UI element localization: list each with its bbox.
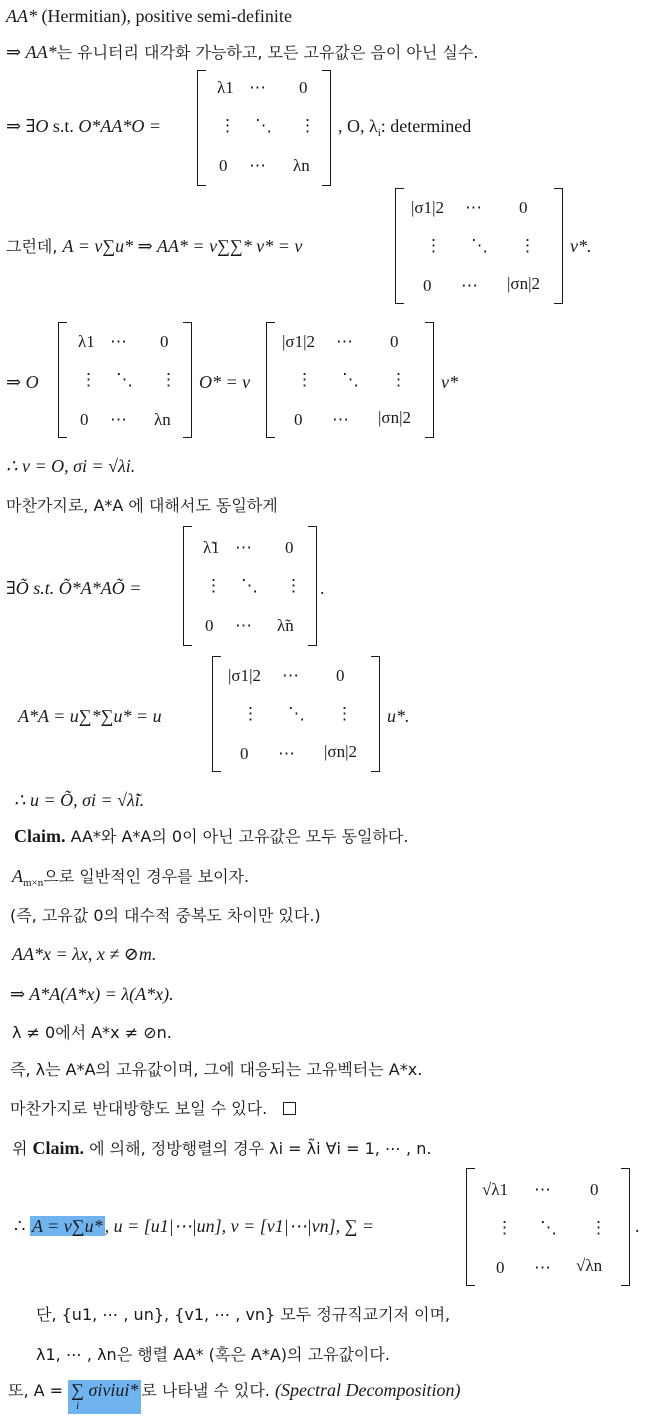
line-v-equals-O: ∴ v = O, σi = √λi. [6,456,136,476]
matrix-lambda: λ1 ⋯ 0 ⋮ ⋱ ⋮ 0 ⋯ λn [197,70,331,186]
matrix-sqrt-lambda: √λ1 ⋯ 0 ⋮ ⋱ ⋮ 0 ⋯ √λn [466,1168,630,1286]
line-svd-final-end: . [635,1216,640,1236]
line-exists-O-tilde-end: . [320,578,325,598]
line-multiplicity-note: (즉, 고유값 0의 대수적 중복도 차이만 있다.) [10,906,321,925]
line-similarly-AstarA: 마찬가지로, A*A 에 대해서도 동일하게 [6,496,278,515]
line-lambda-nonzero: λ ≠ 0에서 A*x ≠ ⊘n. [12,1023,172,1042]
line-svd-ustar: u*. [387,706,410,726]
matrix-lambda-br: λn [293,156,310,175]
line-implies-eigen: ⇒ A*A(A*x) = λ(A*x). [10,984,174,1004]
line-determined: , O, $\lambda_i$: determined [338,116,472,139]
highlight-svd: A = v∑u* [31,1216,103,1236]
line-svd-final: ∴ A = v∑u* , u = [u1|⋯|un], v = [v1|⋯|vn], ∑ = [14,1216,375,1236]
line-general-case: $A_{m\times n}$으로 일반적인 경우를 보이자. [12,866,250,889]
line-eigenvalues-of: λ1, ⋯ , λn은 행렬 AA* (혹은 A*A)의 고유값이다. [36,1345,390,1364]
line-orthonormal: 단, {u1, ⋯ , un}, {v1, ⋯ , vn} 모두 정규직교기저 이며, [36,1305,451,1324]
matrix-lambda-2: λ1 ⋯ 0 ⋮ ⋱ ⋮ 0 ⋯ λn [58,322,192,438]
line-square-case: 위 Claim. 에 의해, 정방행렬의 경우 λi = λ̃i ∀i = 1, ⋯ , n. [12,1138,432,1158]
line-eigen-eq: AA*x = λx, x ≠ ⊘m. [12,944,157,964]
line-svd-AstarA: A*A = u∑*∑u* = u [18,706,162,726]
line-eigenvector: 즉, λ는 A*A의 고유값이며, 그에 대응되는 고유벡터는 A*x. [10,1060,423,1079]
matrix-lambda-tl: λ1 [217,78,234,97]
line-exists-O-tilde: ∃Õ s.t. Õ*A*AÕ = [6,578,142,598]
line-svd-vstar: v*. [570,236,592,256]
line-exists-O: ⇒ ∃O s.t. O*AA*O = [6,116,162,136]
line-O-lambda-O: ⇒ O [6,372,39,392]
line-O-star-v: O* = v [199,372,251,392]
matrix-sigma-3: |σ1|2 ⋯ 0 ⋮ ⋱ ⋮ 0 ⋯ |σn|2 [212,656,380,772]
line-hermitian: AA* (Hermitian), positive semi-definite [6,6,292,26]
line-spectral: 또, A = ∑ σiviui* i 로 나타낼 수 있다. (Spectral Decomposition) [8,1380,461,1412]
line-unitary-diag: ⇒ AA*는 유니터리 대각화 가능하고, 모든 고유값은 음이 아닌 실수. [6,42,479,62]
highlight-spectral: ∑ σiviui* i [68,1380,141,1414]
qed-icon [283,1102,296,1115]
line-reverse: 마찬가지로 반대방향도 보일 수 있다. [10,1098,296,1120]
matrix-sigma-2: |σ1|2 ⋯ 0 ⋮ ⋱ ⋮ 0 ⋯ |σn|2 [266,322,434,438]
matrix-lambda-tilde: λ̃1 ⋯ 0 ⋮ ⋱ ⋮ 0 ⋯ λ̃n [183,526,317,646]
line-claim: Claim. AA*와 A*A의 0이 아닌 고유값은 모두 동일하다. [14,826,409,846]
line-u-equals-O-tilde: ∴ u = Õ, σi = √λ̃i. [14,790,145,810]
matrix-sigma-1: |σ1|2 ⋯ 0 ⋮ ⋱ ⋮ 0 ⋯ |σn|2 [395,188,563,304]
line-v-star: v* [441,372,458,392]
line-svd-AAstar: 그런데, A = v∑u* ⇒ AA* = v∑∑* v* = v [6,236,303,256]
